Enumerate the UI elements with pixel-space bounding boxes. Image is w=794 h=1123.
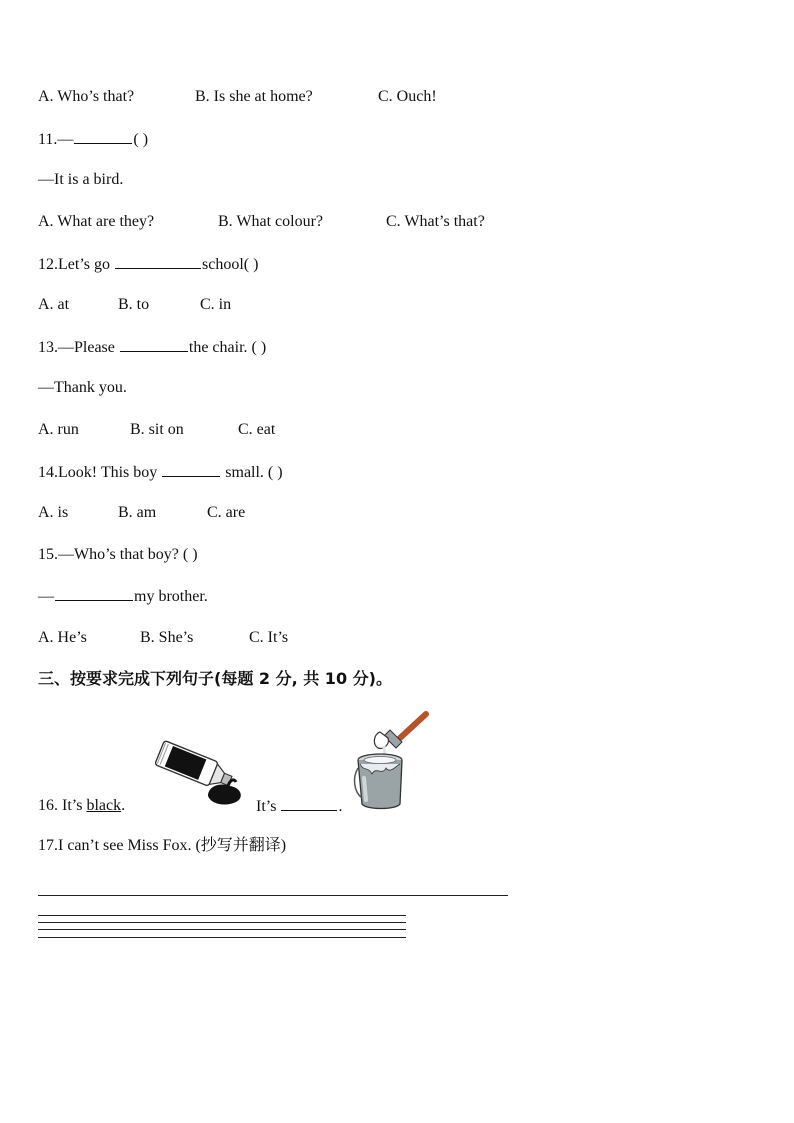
q14-question [38, 462, 283, 483]
q11-dash: — [57, 131, 74, 148]
q16-blank[interactable] [281, 796, 337, 811]
q16-suffix: . [121, 797, 126, 814]
q15-answer-line [38, 586, 208, 607]
q13-suffix: the chair. ( ) [188, 339, 267, 356]
answer-line-1[interactable] [38, 895, 508, 896]
q13-option-c: C. eat [238, 421, 276, 438]
q14-option-b: B. am [118, 504, 157, 521]
q11-paren: ( ) [133, 131, 149, 148]
q12-option-a: A. at [38, 296, 70, 313]
q15-option-b: B. She’s [140, 629, 194, 646]
q11-option-b: B. What colour? [218, 213, 324, 230]
q16-underlined-word: black [86, 797, 122, 814]
q17-question: 17.I can’t see Miss Fox. (抄写并翻译) [38, 837, 287, 854]
paint-brush [374, 714, 426, 760]
q12-option-c: C. in [200, 296, 232, 313]
section-3-heading: 三、按要求完成下列句子(每题 2 分, 共 10 分)。 [38, 669, 392, 688]
writing-line-3[interactable] [38, 929, 406, 930]
paint-bucket-icon [350, 708, 434, 812]
q10-option-b: B. Is she at home? [195, 88, 313, 105]
q15-answer-suffix: my brother. [134, 588, 208, 605]
q15-blank[interactable] [55, 586, 133, 601]
q16-answer [256, 796, 342, 817]
q12-prefix: 12.Let’s go [38, 256, 110, 273]
q15-options [38, 628, 289, 648]
q12-suffix: school( ) [202, 256, 259, 273]
q15-option-a: A. He’s [38, 629, 87, 646]
paint-blob [208, 784, 241, 804]
q14-options [38, 503, 246, 523]
q15-question: 15.—Who’s that boy? ( ) [38, 546, 198, 563]
q12-options [38, 295, 232, 315]
q11-option-a: A. What are they? [38, 213, 155, 230]
q11-answer-line: —It is a bird. [38, 171, 124, 188]
bucket-body [355, 754, 402, 809]
q16-line [38, 796, 125, 816]
q16-second-prefix: It’s [256, 798, 277, 815]
q11-blank[interactable] [74, 129, 132, 144]
q15-answer-dash: — [38, 588, 54, 605]
q10-option-a: A. Who’s that? [38, 88, 135, 105]
writing-line-1[interactable] [38, 915, 406, 916]
paint-tube-icon [150, 738, 246, 808]
q14-prefix: 14.Look! This boy [38, 464, 158, 481]
q16-second-suffix: . [338, 798, 343, 815]
q14-suffix: small. ( ) [225, 464, 283, 481]
q11-number: 11. [38, 131, 58, 148]
q13-prefix: 13.—Please [38, 339, 115, 356]
q11-options [38, 212, 485, 232]
writing-line-4[interactable] [38, 937, 406, 938]
q13-option-b: B. sit on [130, 421, 184, 438]
q14-option-a: A. is [38, 504, 69, 521]
q10-option-c: C. Ouch! [378, 88, 437, 105]
q11-option-c: C. What’s that? [386, 213, 485, 230]
q10-options [38, 87, 437, 107]
writing-line-2[interactable] [38, 922, 406, 923]
q13-options [38, 420, 276, 440]
q12-question [38, 254, 258, 275]
q15-option-c: C. It’s [249, 629, 289, 646]
q11-question [38, 129, 148, 150]
q14-option-c: C. are [207, 504, 246, 521]
q13-blank[interactable] [120, 337, 188, 352]
q16-prefix: 16. It’s [38, 797, 87, 814]
q12-option-b: B. to [118, 296, 150, 313]
q13-answer-line: —Thank you. [38, 379, 127, 396]
q13-question [38, 337, 266, 358]
q14-blank[interactable] [162, 462, 220, 477]
q13-option-a: A. run [38, 421, 79, 438]
q12-blank[interactable] [115, 254, 201, 269]
